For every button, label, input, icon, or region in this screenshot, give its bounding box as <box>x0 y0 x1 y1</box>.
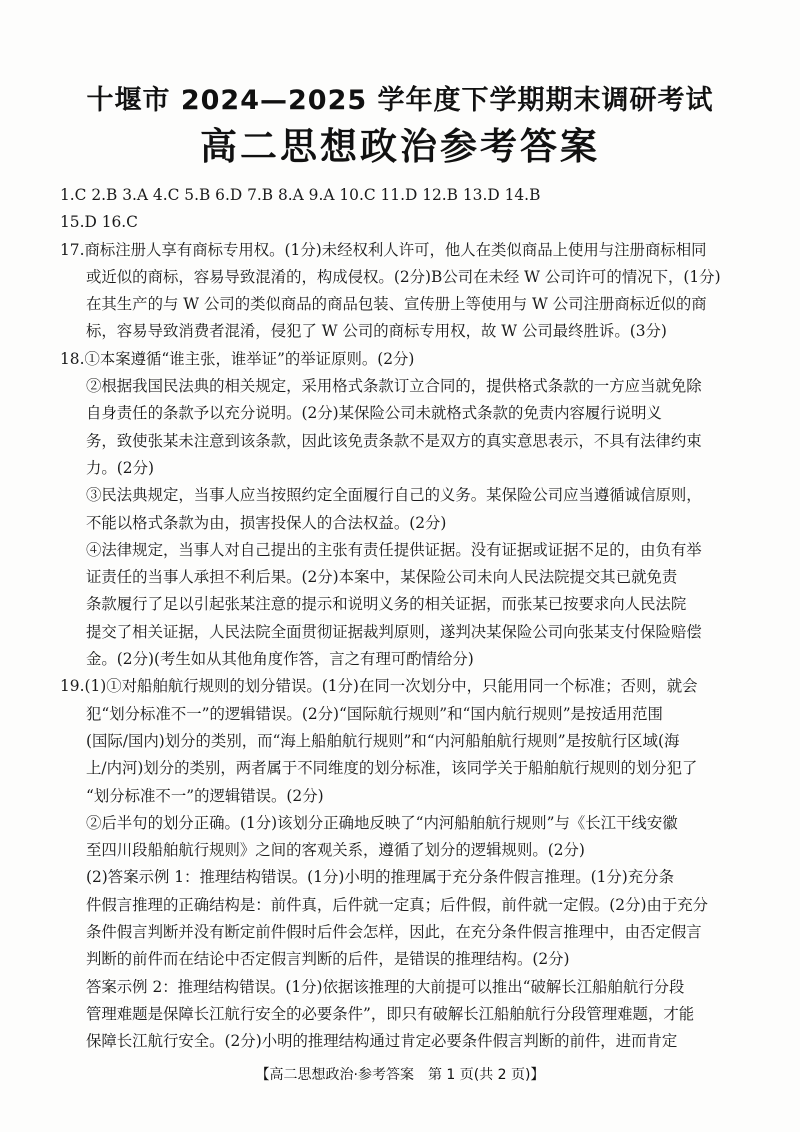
answer-line: 证责任的当事人承担不利后果。(2分)本案中，某保险公司未向人民法院提交其已就免责 <box>86 568 678 587</box>
answer-line: 或近似的商标，容易导致混淆的，构成侵权。(2分)B公司在未经 W 公司许可的情况下，(1分) <box>86 267 721 286</box>
answer-line: 17.商标注册人享有商标专用权。(1分)未经权利人许可，他人在类似商品上使用与注册商标相同 <box>60 240 707 259</box>
answer-line: 提交了相关证据，人民法院全面贯彻证据裁判原则，遂判决某保险公司向张某支付保险赔偿 <box>86 622 702 641</box>
answer-line: ④法律规定，当事人对自己提出的主张有责任提供证据。没有证据或证据不足的，由负有举 <box>86 540 702 559</box>
answer-content <box>60 182 750 1056</box>
answer-line: (2)答案示例 1：推理结构错误。(1分)小明的推理属于充分条件假言推理。(1分)充分条 <box>86 868 674 887</box>
answer-line: 件假言推理的正确结构是：前件真，后件就一定真；后件假，前件就一定假。(2分)由于充分 <box>86 895 709 914</box>
answer-line: “划分标准不一”的逻辑错误。(2分) <box>86 786 324 805</box>
answer-line: (国际/国内)划分的类别，而“海上船舶航行规则”和“内河船舶航行规则”是按航行区域(海 <box>86 731 680 750</box>
answer-line: 犯“划分标准不一”的逻辑错误。(2分)“国际航行规则”和“国内航行规则”是按适用范围 <box>86 704 663 723</box>
answer-line: 金。(2分)(考生如从其他角度作答，言之有理可酌情给分) <box>86 650 474 669</box>
answer-line: 自身责任的条款予以充分说明。(2分)某保险公司未就格式条款的免责内容履行说明义 <box>86 404 662 423</box>
answer-line: 条款履行了足以引起张某注意的提示和说明义务的相关证据，而张某已按要求向人民法院 <box>86 595 687 614</box>
answer-line: 力。(2分) <box>86 458 154 477</box>
answer-line: 18.①本案遵循“谁主张，谁举证”的举证原则。(2分) <box>60 349 415 368</box>
answer-line: ②根据我国民法典的相关规定，采用格式条款订立合同的，提供格式条款的一方应当就免除 <box>86 377 702 396</box>
answer-line: 不能以格式条款为由，损害投保人的合法权益。(2分) <box>86 513 447 532</box>
answer-line: 至四川段船舶航行规则》之间的客观关系，遵循了划分的逻辑规则。(2分) <box>86 841 585 860</box>
answer-line: 15.D 16.C <box>60 213 138 232</box>
answer-line: 管理难题是保障长江航行安全的必要条件”，即只有破解长江船舶航行分段管理难题，才能 <box>86 1004 695 1023</box>
answer-line: ②后半句的划分正确。(1分)该划分正确地反映了“内河船舶航行规则”与《长江干线安徽 <box>86 813 678 832</box>
answer-line: 标，容易导致消费者混淆，侵犯了 W 公司的商标专用权，故 W 公司最终胜诉。(3分) <box>86 322 667 341</box>
answer-line: 判断的前件而在结论中否定假言判断的后件，是错误的推理结构。(2分) <box>86 950 570 969</box>
answer-line: 上/内河)划分的类别，两者属于不同维度的划分标准，该同学关于船舶航行规则的划分犯了 <box>86 759 698 778</box>
document-title: 高二思想政治参考答案 <box>200 125 600 168</box>
answer-line: 19.(1)①对船舶航行规则的划分错误。(1分)在同一次划分中，只能用同一个标准；否则，就会 <box>60 677 698 696</box>
answer-line: 保障长江航行安全。(2分)小明的推理结构通过肯定必要条件假言判断的前件，进而肯定 <box>86 1032 678 1051</box>
answer-line: 答案示例 2：推理结构错误。(1分)依据该推理的大前提可以推出“破解长江船舶航行分段 <box>86 977 685 996</box>
answer-line: ③民法典规定，当事人应当按照约定全面履行自己的义务。某保险公司应当遵循诚信原则， <box>86 486 702 505</box>
page-footer: 【高二思想政治·参考答案 第 1 页(共 2 页)】 <box>255 1067 545 1083</box>
answer-line: 务，致使张某未注意到该条款，因此该免责条款不是双方的真实意思表示，不具有法律约束 <box>86 431 702 450</box>
answer-line: 1.C 2.B 3.A 4.C 5.B 6.D 7.B 8.A 9.A 10.C 11.D 12.B 13.D 14.B <box>60 186 541 204</box>
exam-title: 十堰市 2024—2025 学年度下学期期末调研考试 <box>86 85 714 116</box>
answer-line: 条件假言判断并没有断定前件假时后件会怎样，因此，在充分条件假言推理中，由否定假言 <box>86 923 702 942</box>
answer-line: 在其生产的与 W 公司的类似商品的商品包装、宣传册上等使用与 W 公司注册商标近似的商 <box>86 295 707 314</box>
